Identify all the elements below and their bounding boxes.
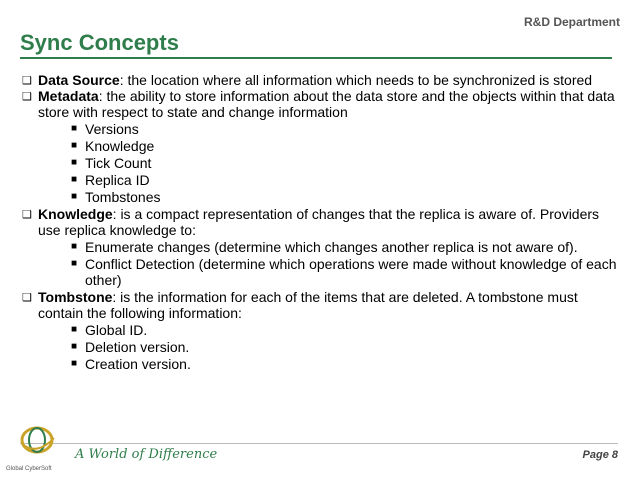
list-item-text: Replica ID [85,172,150,188]
bullet-tombstone [22,289,622,372]
list-item [38,356,622,372]
square-bullet-icon: ❑ [22,209,32,221]
slide-content [22,72,622,373]
bullet-text: : is a compact representation of changes that the replica is aware of. Providers use replica knowledge to: [38,206,600,238]
department-label: R&D Department [523,15,620,29]
list-item-text: Enumerate changes (determine which changes another replica is not aware of). [85,239,578,255]
filled-square-bullet-icon: ■ [71,358,78,369]
list-item-text: Global ID. [85,322,148,338]
filled-square-bullet-icon: ■ [71,241,78,252]
list-item [38,239,622,255]
list-item [38,121,622,137]
list-item [38,172,622,188]
list-item-text: Deletion version. [85,339,190,355]
metadata-sublist [38,121,622,205]
list-item [38,322,622,338]
list-item-text: Versions [85,121,139,137]
filled-square-bullet-icon: ■ [71,123,78,134]
bullet-term: Tombstone [38,289,113,305]
bullet-text: : the location where all information which needs to be synchronized is stored [119,72,593,88]
filled-square-bullet-icon: ■ [71,324,78,335]
square-bullet-icon: ❑ [22,292,32,304]
knowledge-sublist [38,239,622,288]
bullet-knowledge [22,206,622,288]
company-logo-icon [10,422,68,472]
list-item-text: Knowledge [85,138,155,154]
filled-square-bullet-icon: ■ [71,191,78,202]
bullet-metadata [22,88,622,205]
list-item-text: Conflict Detection (determine which operations were made without knowledge of each other) [85,256,617,288]
list-item [38,155,622,171]
list-item [38,138,622,154]
bullet-text: : the ability to store information about the data store and the objects within that data store with respect to state and change information [38,88,615,120]
list-item-text: Tick Count [85,155,152,171]
filled-square-bullet-icon: ■ [71,258,78,269]
bullet-term: Knowledge [38,206,113,222]
page-number: Page 8 [582,449,618,461]
list-item [38,189,622,205]
filled-square-bullet-icon: ■ [71,341,78,352]
logo-caption: Global CyberSoft [6,466,52,472]
filled-square-bullet-icon: ■ [71,157,78,168]
list-item-text: Creation version. [85,356,191,372]
tombstone-sublist [38,322,622,372]
bullet-term: Data Source [38,72,120,88]
title-divider [20,57,612,59]
slide-title: Sync Concepts [20,30,179,55]
list-item [38,256,622,288]
list-item [38,339,622,355]
square-bullet-icon: ❑ [22,91,32,103]
filled-square-bullet-icon: ■ [71,174,78,185]
list-item-text: Tombstones [85,189,161,205]
filled-square-bullet-icon: ■ [71,140,78,151]
bullet-term: Metadata [38,88,99,104]
bullet-text: : is the information for each of the items that are deleted. A tombstone must contain the following information: [38,289,578,321]
square-bullet-icon: ❑ [22,75,32,87]
company-tagline: A World of Difference [75,447,218,462]
footer-divider [20,443,618,444]
bullet-data-source [22,72,622,88]
